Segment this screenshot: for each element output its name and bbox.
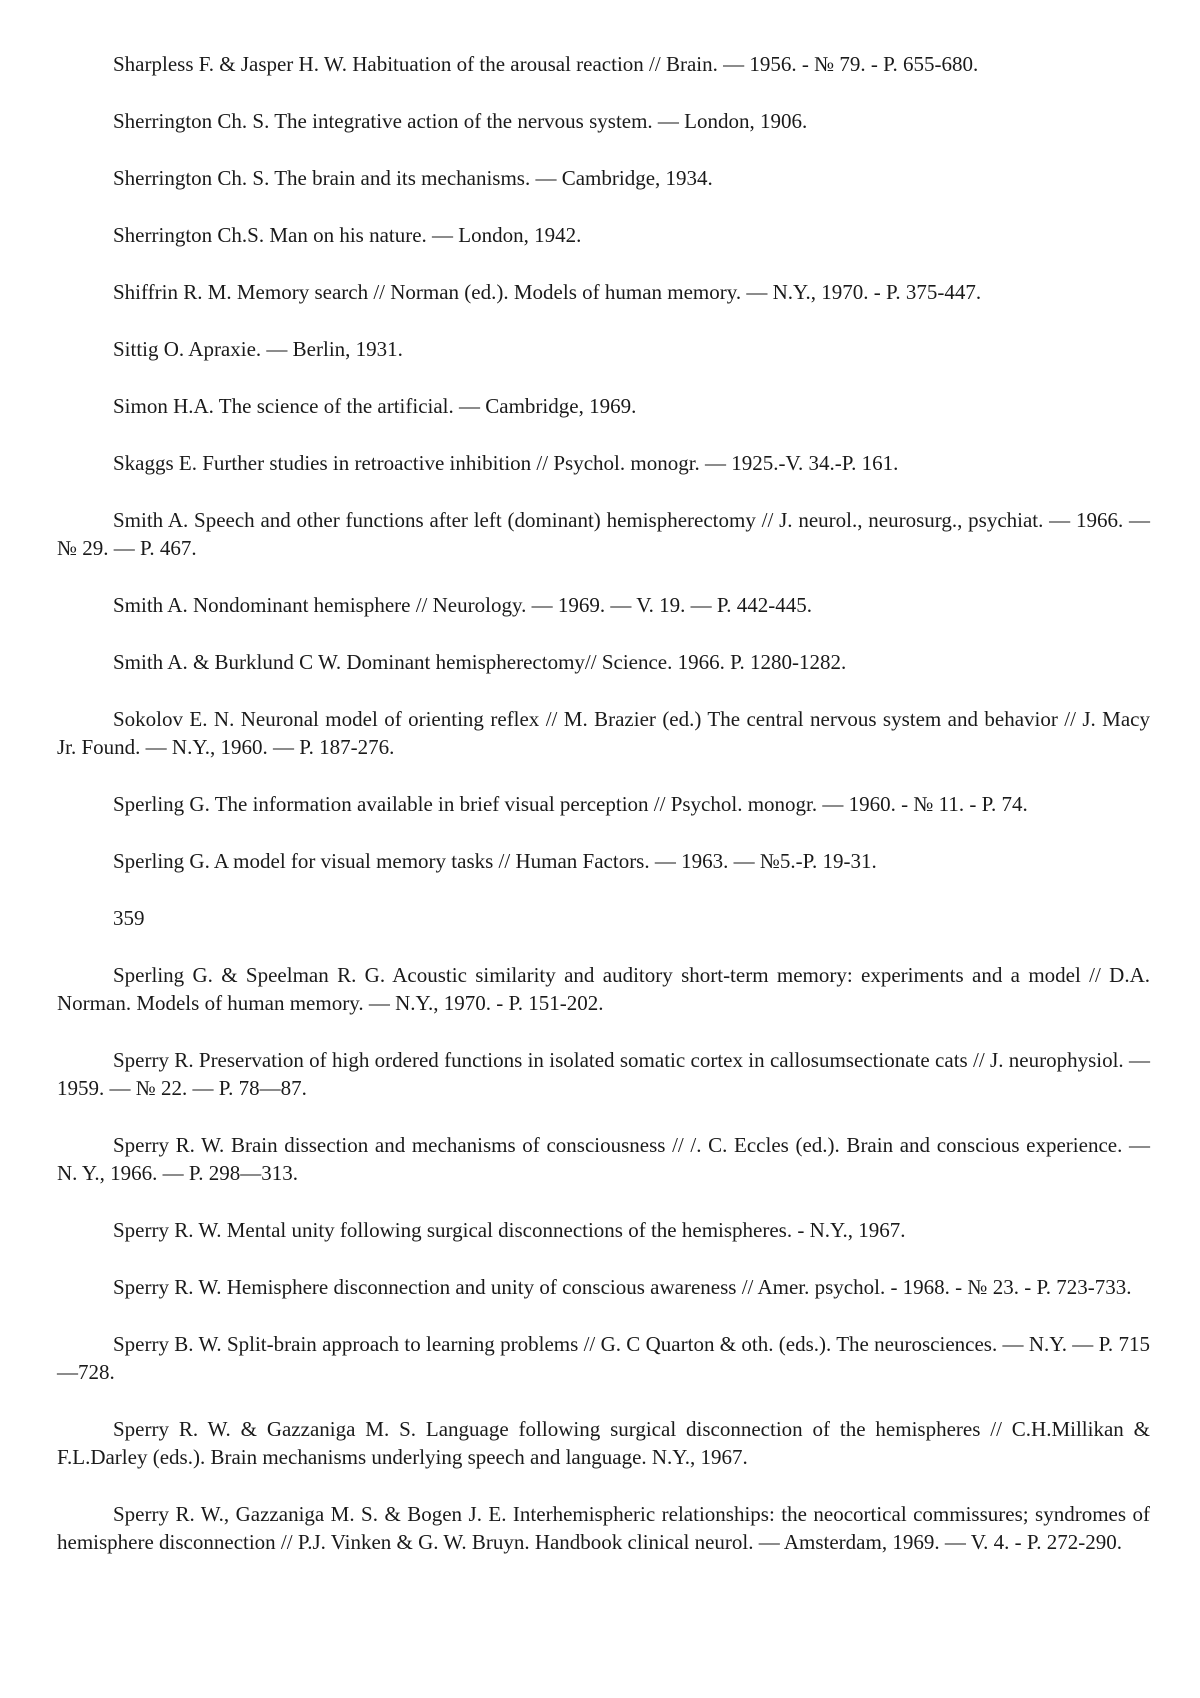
reference-entry: Sperry R. W. & Gazzaniga M. S. Language following surgical disconnection of the hemispheres // C.H.Millikan & F.L.Darley (eds.). Brain mechanisms underlying speech and language. N.Y., 1967. xyxy=(57,1417,1150,1469)
reference-entry: Smith A. Nondominant hemisphere // Neurology. — 1969. — V. 19. — P. 442-445. xyxy=(113,593,813,617)
reference-entry: Sherrington Ch. S. The integrative action of the nervous system. — London, 1906. xyxy=(113,109,808,133)
reference-entry: Sperry R. W. Brain dissection and mechanisms of consciousness // /. C. Eccles (ed.). Brain and conscious experience. — N. Y., 1966. — P. 298—313. xyxy=(57,1133,1150,1185)
reference-entry: Sperry R. W. Hemisphere disconnection and unity of conscious awareness // Amer. psychol. - 1968. - № 23. - P. 723-733. xyxy=(113,1275,1132,1299)
reference-entry: Sperling G. The information available in brief visual perception // Psychol. monogr. — 1960. - № 11. - P. 74. xyxy=(113,792,1028,816)
reference-entry: Sperry R. W. Mental unity following surgical disconnections of the hemispheres. - N.Y., 1967. xyxy=(113,1218,906,1242)
reference-entry: Sperry R. W., Gazzaniga M. S. & Bogen J. E. Interhemispheric relationships: the neocortical commissures; syndromes of hemisphere disconnection // P.J. Vinken & G. W. Bruyn. Handbook clinical neurol. — Amsterdam, 1969. — V. 4. - P. 272-290. xyxy=(57,1502,1150,1554)
reference-entry: Sharpless F. & Jasper H. W. Habituation of the arousal reaction // Brain. — 1956. - № 79. - P. 655-680. xyxy=(113,52,979,76)
page-number: 359 xyxy=(113,906,145,930)
reference-entry: Smith A. & Burklund C W. Dominant hemispherectomy// Science. 1966. P. 1280-1282. xyxy=(113,650,847,674)
reference-entry: Sperling G. A model for visual memory tasks // Human Factors. — 1963. — №5.-P. 19-31. xyxy=(113,849,877,873)
reference-entry: Sperry B. W. Split-brain approach to learning problems // G. C Quarton & oth. (eds.). The neurosciences. — N.Y. — P. 715—728. xyxy=(57,1332,1150,1384)
reference-entry: Simon H.A. The science of the artificial. — Cambridge, 1969. xyxy=(113,394,637,418)
reference-entry: Sittig O. Apraxie. — Berlin, 1931. xyxy=(113,337,403,361)
reference-entry: Shiffrin R. M. Memory search // Norman (ed.). Models of human memory. — N.Y., 1970. - P. 375-447. xyxy=(113,280,982,304)
reference-entry: Smith A. Speech and other functions after left (dominant) hemispherectomy // J. neurol., neurosurg., psychiat. — 1966. — № 29. — P. 467. xyxy=(57,508,1150,560)
reference-entry: Sherrington Ch. S. The brain and its mechanisms. — Cambridge, 1934. xyxy=(113,166,713,190)
reference-entry: Sherrington Ch.S. Man on his nature. — London, 1942. xyxy=(113,223,582,247)
reference-entry: Skaggs E. Further studies in retroactive inhibition // Psychol. monogr. — 1925.-V. 34.-P. 161. xyxy=(113,451,899,475)
reference-entry: Sokolov E. N. Neuronal model of orienting reflex // M. Brazier (ed.) The central nervous system and behavior // J. Macy Jr. Found. — N.Y., 1960. — P. 187-276. xyxy=(57,707,1150,759)
reference-entry: Sperling G. & Speelman R. G. Acoustic similarity and auditory short-term memory: experiments and a model // D.A. Norman. Models of human memory. — N.Y., 1970. - P. 151-202. xyxy=(57,963,1150,1015)
reference-entry: Sperry R. Preservation of high ordered functions in isolated somatic cortex in callosumsectionate cats // J. neurophysiol. — 1959. — № 22. — P. 78—87. xyxy=(57,1048,1150,1100)
